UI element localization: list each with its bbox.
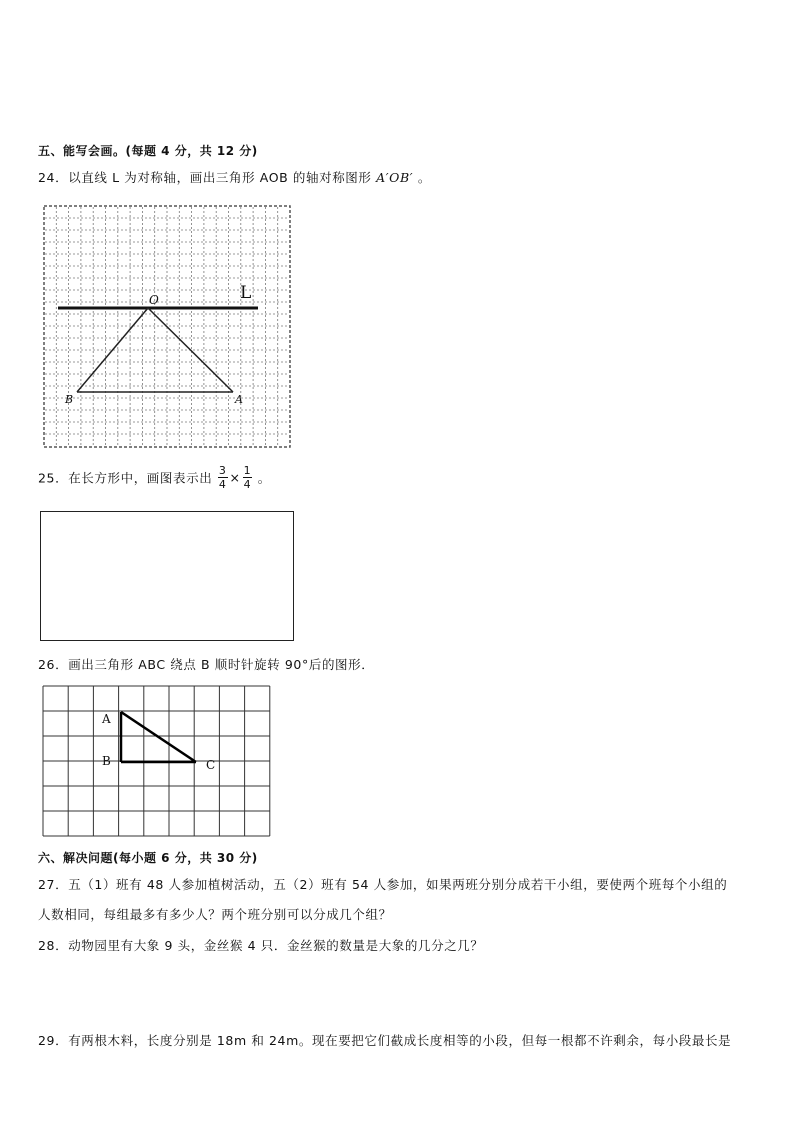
question-24-text: 24．以直线 L 为对称轴，画出三角形 AOB 的轴对称图形	[38, 170, 372, 185]
fraction-three-quarters	[218, 464, 228, 491]
question-27-line-2: 人数相同，每组最多有多少人？两个班分别可以分成几个组？	[38, 907, 392, 922]
question-26: 26．画出三角形 ABC 绕点 B 顺时针旋转 90°后的图形．	[38, 657, 375, 672]
question-28: 28．动物园里有大象 9 头，金丝猴 4 只．金丝猴的数量是大象的几分之几？	[38, 938, 484, 953]
label-A: A	[102, 712, 111, 726]
rotation-grid-figure	[42, 685, 274, 841]
question-24-figure-name: A′OB′	[376, 170, 414, 185]
label-C: C	[206, 758, 216, 772]
question-25-end: 。	[257, 470, 271, 486]
triangle-side-AC	[121, 712, 196, 762]
section-6-title: 六、解决问题(每小题 6 分，共 30 分)	[38, 851, 258, 865]
question-29: 29．有两根木料，长度分别是 18m 和 24m。现在要把它们截成长度相等的小段，但每一根都不许剩余，每小段最长是	[38, 1033, 732, 1048]
symmetry-grid-figure	[43, 205, 293, 450]
times-sign: ×	[229, 470, 241, 485]
fraction-1-denominator: 4	[218, 478, 227, 491]
fraction-one-quarter	[243, 464, 253, 491]
question-27-line-1: 27．五（1）班有 48 人参加植树活动，五（2）班有 54 人参加，如果两班分别分成若干小组，要使两个班每个小组的	[38, 877, 728, 892]
question-24	[38, 168, 431, 186]
question-25-text: 25．在长方形中，画图表示出	[38, 470, 213, 486]
section-5-title: 五、能写会画。(每题 4 分，共 12 分)	[38, 144, 258, 158]
label-O: O	[149, 293, 159, 307]
label-B: B	[65, 393, 74, 406]
label-A: A	[235, 393, 243, 406]
fraction-2-denominator: 4	[243, 478, 252, 491]
question-24-end: 。	[417, 170, 431, 185]
label-B: B	[102, 754, 111, 768]
drawing-rectangle	[40, 511, 294, 641]
question-25	[38, 464, 271, 491]
fraction-2-numerator: 1	[243, 464, 252, 477]
fraction-1-numerator: 3	[218, 464, 227, 477]
label-L: L	[240, 283, 252, 303]
